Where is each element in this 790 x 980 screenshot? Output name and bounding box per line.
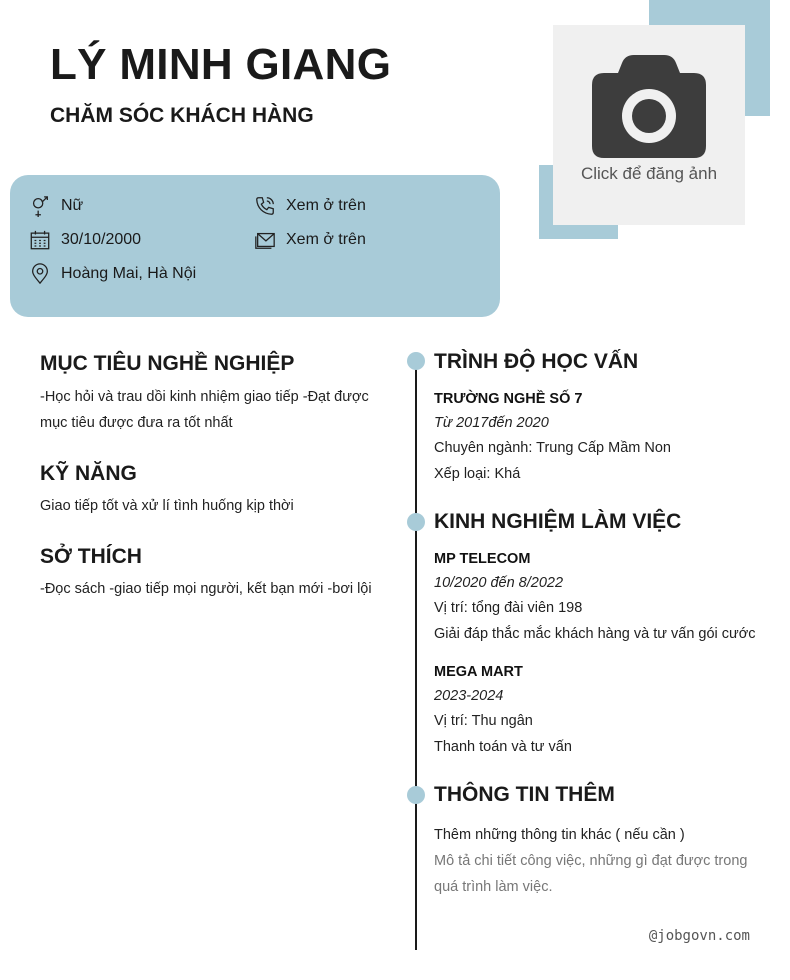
experience-heading: KINH NGHIỆM LÀM VIỆC	[434, 510, 682, 533]
candidate-name: LÝ MINH GIANG	[50, 40, 392, 89]
job-title: CHĂM SÓC KHÁCH HÀNG	[50, 104, 314, 127]
job-position: Vị trí: Thu ngân	[434, 713, 533, 729]
email-value: Xem ở trên	[286, 231, 366, 248]
contact-box	[10, 175, 500, 317]
photo-upload[interactable]	[553, 25, 745, 225]
job-company: MEGA MART	[434, 664, 523, 680]
phone-item	[254, 193, 366, 219]
education-major: Chuyên ngành: Trung Cấp Mầm Non	[434, 440, 671, 456]
education-grade: Xếp loại: Khá	[434, 466, 521, 482]
birthday-value: 30/10/2000	[61, 231, 142, 248]
job-period: 10/2020 đến 8/2022	[434, 575, 564, 591]
address-value: Hoàng Mai, Hà Nội	[61, 265, 197, 282]
education-marker	[407, 352, 425, 370]
education-school: TRƯỜNG NGHỀ SỐ 7	[434, 391, 583, 407]
job-period: 2023-2024	[434, 688, 504, 704]
skills-text: Giao tiếp tốt và xử lí tình huống kịp thời	[40, 498, 294, 514]
birthday-item	[29, 227, 141, 253]
phone-icon	[254, 195, 276, 217]
career-goal-heading: MỤC TIÊU NGHỀ NGHIỆP	[40, 352, 295, 375]
hobbies-text: -Đọc sách -giao tiếp mọi người, kết bạn mới -bơi lội	[40, 581, 372, 597]
gender-value: Nữ	[61, 197, 84, 214]
additional-heading: THÔNG TIN THÊM	[434, 783, 615, 806]
phone-value: Xem ở trên	[286, 197, 366, 214]
camera-icon	[592, 55, 706, 158]
education-period: Từ 2017đến 2020	[434, 415, 549, 431]
job-description: Thanh toán và tư vấn	[434, 739, 572, 755]
job-position: Vị trí: tổng đài viên 198	[434, 600, 583, 616]
career-goal-text: -Học hỏi và trau dồi kinh nhiệm giao tiếp -Đạt được mục tiêu được đưa ra tốt nhất	[40, 389, 369, 431]
address-item	[29, 261, 196, 287]
email-icon	[254, 229, 276, 251]
additional-line1: Thêm những thông tin khác ( nếu cần )	[434, 827, 685, 843]
skills-heading: KỸ NĂNG	[40, 462, 137, 485]
education-heading: TRÌNH ĐỘ HỌC VẤN	[434, 350, 639, 373]
additional-marker	[407, 786, 425, 804]
gender-item	[29, 193, 83, 219]
job-description: Giải đáp thắc mắc khách hàng và tư vấn gói cước	[434, 626, 756, 642]
timeline-line	[415, 360, 417, 950]
calendar-icon	[29, 229, 51, 251]
experience-marker	[407, 513, 425, 531]
job-company: MP TELECOM	[434, 551, 531, 567]
watermark: @jobgovn.com	[648, 928, 750, 944]
hobbies-heading: SỞ THÍCH	[40, 545, 142, 568]
gender-icon	[29, 195, 51, 217]
additional-line2: Mô tả chi tiết công việc, những gì đạt được trong quá trình làm việc.	[434, 853, 748, 895]
photo-upload-label: Click để đăng ảnh	[580, 164, 718, 183]
email-item	[254, 227, 366, 253]
location-pin-icon	[29, 263, 51, 285]
